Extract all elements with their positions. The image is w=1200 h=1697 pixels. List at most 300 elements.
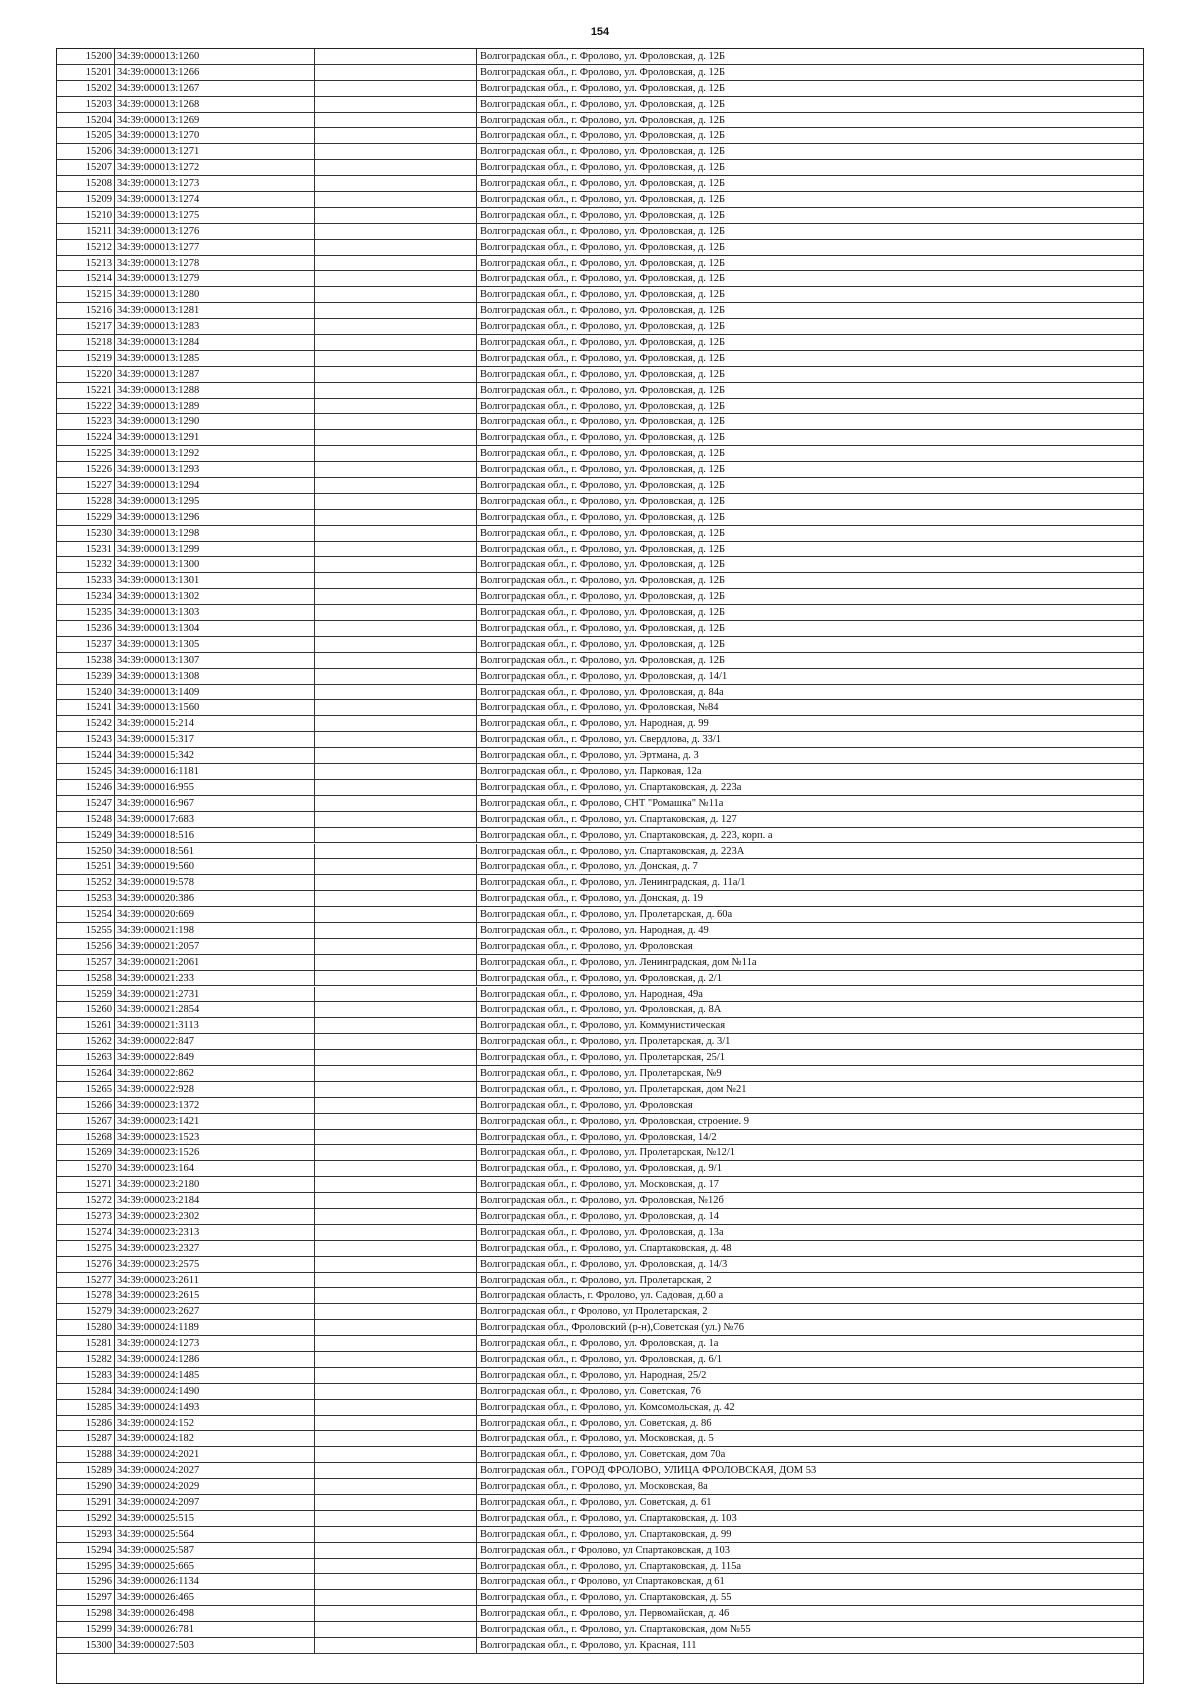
- table-row: [57, 1241, 1143, 1257]
- empty-cell: [315, 605, 477, 620]
- table-row: [57, 49, 1143, 65]
- record-number: 15230: [57, 526, 115, 541]
- address: Волгоградская обл., г. Фролово, ул. Фроловская, д. 12Б: [480, 654, 726, 666]
- address: Волгоградская обл., г. Фролово, ул. Пролетарская, 25/1: [480, 1052, 726, 1064]
- cadastral-number: 34:39:000024:1493: [115, 1400, 315, 1415]
- address: Волгоградская обл., г. Фролово, ул. Фроловская, д. 12Б: [480, 146, 726, 158]
- empty-cell: [315, 1368, 477, 1383]
- cadastral-number: 34:39:000023:164: [115, 1161, 315, 1176]
- cadastral-number: 34:39:000013:1304: [115, 621, 315, 636]
- record-number: 15279: [57, 1304, 115, 1319]
- table-row: [57, 1209, 1143, 1225]
- record-number: 15286: [57, 1416, 115, 1431]
- table-row: [57, 1606, 1143, 1622]
- address: Волгоградская обл., г. Фролово, ул. Фроловская, д. 12Б: [480, 257, 726, 269]
- record-number: 15233: [57, 573, 115, 588]
- address: Волгоградская обл., г. Фролово, ул. Пролетарская, 2: [480, 1274, 712, 1286]
- record-number: 15229: [57, 510, 115, 525]
- address: Волгоградская обл., г. Фролово, ул. Фроловская, д. 6/1: [480, 1353, 722, 1365]
- record-number: 15202: [57, 81, 115, 96]
- table-row: [57, 859, 1143, 875]
- table-row: [57, 987, 1143, 1003]
- table-row: [57, 128, 1143, 144]
- address: Волгоградская обл., г. Фролово, ул. Спартаковская, д. 99: [480, 1528, 732, 1540]
- table-row: [57, 1145, 1143, 1161]
- empty-cell: [315, 97, 477, 112]
- table-row: [57, 192, 1143, 208]
- cadastral-number: 34:39:000021:2061: [115, 955, 315, 970]
- record-number: 15225: [57, 446, 115, 461]
- table-row: [57, 1463, 1143, 1479]
- address: Волгоградская обл., г. Фролово, ул. Фроловская, д. 12Б: [480, 448, 726, 460]
- table-row: [57, 812, 1143, 828]
- empty-cell: [315, 1098, 477, 1113]
- cadastral-number: 34:39:000019:578: [115, 875, 315, 890]
- address: Волгоградская обл., г. Фролово, ул. Фроловская, д. 2/1: [480, 972, 722, 984]
- table-row: [57, 510, 1143, 526]
- cadastral-number: 34:39:000013:1283: [115, 319, 315, 334]
- record-number: 15240: [57, 685, 115, 700]
- table-row: [57, 1479, 1143, 1495]
- empty-cell: [315, 955, 477, 970]
- cadastral-number: 34:39:000013:1289: [115, 399, 315, 414]
- record-number: 15213: [57, 256, 115, 271]
- address: Волгоградская обл., г. Фролово, ул. Фроловская, д. 12Б: [480, 289, 726, 301]
- address: Волгоградская обл., г. Фролово, ул. Фроловская, д. 12Б: [480, 495, 726, 507]
- table-row: [57, 1574, 1143, 1590]
- record-number: 15296: [57, 1574, 115, 1589]
- empty-cell: [315, 414, 477, 429]
- table-row: [57, 1352, 1143, 1368]
- empty-cell: [315, 1145, 477, 1160]
- empty-cell: [315, 1431, 477, 1446]
- cadastral-number: 34:39:000022:849: [115, 1050, 315, 1065]
- table-row: [57, 1018, 1143, 1034]
- empty-cell: [315, 1177, 477, 1192]
- cadastral-number: 34:39:000013:1270: [115, 128, 315, 143]
- cadastral-number: 34:39:000023:2327: [115, 1241, 315, 1256]
- empty-cell: [315, 1082, 477, 1097]
- record-number: 15217: [57, 319, 115, 334]
- table-row: [57, 1130, 1143, 1146]
- empty-cell: [315, 510, 477, 525]
- cadastral-number: 34:39:000021:2731: [115, 987, 315, 1002]
- table-row: [57, 748, 1143, 764]
- address: Волгоградская обл., г. Фролово, ул. Фроловская, д. 12Б: [480, 305, 726, 317]
- address: Волгоградская обл., г. Фролово, ул. Фроловская, д. 12Б: [480, 368, 726, 380]
- table-row: [57, 828, 1143, 844]
- record-number: 15252: [57, 875, 115, 890]
- address: Волгоградская обл., г. Фролово, ул. Народная, 49а: [480, 988, 703, 1000]
- record-number: 15232: [57, 557, 115, 572]
- cadastral-number: 34:39:000016:967: [115, 796, 315, 811]
- record-number: 15221: [57, 383, 115, 398]
- record-number: 15278: [57, 1288, 115, 1303]
- cadastral-number: 34:39:000021:3113: [115, 1018, 315, 1033]
- table-row: [57, 113, 1143, 129]
- empty-cell: [315, 1034, 477, 1049]
- record-number: 15277: [57, 1273, 115, 1288]
- record-number: 15298: [57, 1606, 115, 1621]
- record-number: 15294: [57, 1543, 115, 1558]
- record-number: 15269: [57, 1145, 115, 1160]
- record-number: 15291: [57, 1495, 115, 1510]
- table-row: [57, 1416, 1143, 1432]
- empty-cell: [315, 796, 477, 811]
- record-number: 15226: [57, 462, 115, 477]
- table-row: [57, 1495, 1143, 1511]
- cadastral-number: 34:39:000013:1294: [115, 478, 315, 493]
- address: Волгоградская обл., г. Фролово, ул. Фроловская, д. 12Б: [480, 575, 726, 587]
- cadastral-number: 34:39:000026:781: [115, 1622, 315, 1637]
- empty-cell: [315, 764, 477, 779]
- table-row: [57, 494, 1143, 510]
- address: Волгоградская обл., г. Фролово, СНТ "Ромашка" №11а: [480, 797, 724, 809]
- empty-cell: [315, 812, 477, 827]
- address: Волгоградская обл., г. Фролово, ул. Пролетарская, №12/1: [480, 1147, 736, 1159]
- cadastral-number: 34:39:000013:1268: [115, 97, 315, 112]
- cadastral-number: 34:39:000013:1269: [115, 113, 315, 128]
- address: Волгоградская обл., г. Фролово, ул. Фроловская, д. 12Б: [480, 464, 726, 476]
- table-row: [57, 446, 1143, 462]
- empty-cell: [315, 1209, 477, 1224]
- record-number: 15284: [57, 1384, 115, 1399]
- table-row: [57, 351, 1143, 367]
- address: Волгоградская обл., г. Фролово, ул. Московская, 8а: [480, 1481, 708, 1493]
- address: Волгоградская обл., г. Фролово, ул. Спартаковская, д. 223А: [480, 845, 745, 857]
- empty-cell: [315, 1463, 477, 1478]
- cadastral-number: 34:39:000013:1308: [115, 669, 315, 684]
- table-row: [57, 1336, 1143, 1352]
- record-number: 15259: [57, 987, 115, 1002]
- address: Волгоградская обл., г. Фролово, ул. Коммунистическая: [480, 1020, 726, 1032]
- cadastral-number: 34:39:000013:1300: [115, 557, 315, 572]
- cadastral-number: 34:39:000013:1280: [115, 287, 315, 302]
- address: Волгоградская обл., г. Фролово, ул. Фроловская, д. 12Б: [480, 623, 726, 635]
- empty-cell: [315, 144, 477, 159]
- record-number: 15228: [57, 494, 115, 509]
- cadastral-number: 34:39:000013:1277: [115, 240, 315, 255]
- record-number: 15222: [57, 399, 115, 414]
- cadastral-number: 34:39:000013:1290: [115, 414, 315, 429]
- empty-cell: [315, 1416, 477, 1431]
- cadastral-number: 34:39:000026:465: [115, 1590, 315, 1605]
- record-number: 15216: [57, 303, 115, 318]
- empty-cell: [315, 685, 477, 700]
- record-number: 15212: [57, 240, 115, 255]
- table-row: [57, 1559, 1143, 1575]
- cadastral-number: 34:39:000022:928: [115, 1082, 315, 1097]
- record-number: 15282: [57, 1352, 115, 1367]
- address: Волгоградская обл., г. Фролово, ул. Фроловская, д. 12Б: [480, 51, 726, 62]
- table-row: [57, 462, 1143, 478]
- empty-cell: [315, 128, 477, 143]
- cadastral-number: 34:39:000013:1271: [115, 144, 315, 159]
- address: Волгоградская обл., г. Фролово, ул. Фроловская, д. 12Б: [480, 400, 726, 412]
- record-number: 15247: [57, 796, 115, 811]
- empty-cell: [315, 573, 477, 588]
- cadastral-number: 34:39:000024:1189: [115, 1320, 315, 1335]
- cadastral-number: 34:39:000013:1307: [115, 653, 315, 668]
- cadastral-number: 34:39:000024:152: [115, 1416, 315, 1431]
- record-number: 15288: [57, 1447, 115, 1462]
- empty-cell: [315, 1638, 477, 1653]
- empty-cell: [315, 875, 477, 890]
- address: Волгоградская обл., г. Фролово, ул. Спартаковская, д. 223а: [480, 781, 742, 793]
- table-row: [57, 589, 1143, 605]
- table-row: [57, 542, 1143, 558]
- table-row: [57, 1288, 1143, 1304]
- address: Волгоградская обл., г. Фролово, ул. Фроловская, д. 12Б: [480, 225, 726, 237]
- record-number: 15255: [57, 923, 115, 938]
- table-row: [57, 716, 1143, 732]
- address: Волгоградская обл., г. Фролово, ул. Фроловская, д. 12Б: [480, 607, 726, 619]
- cadastral-number: 34:39:000023:2184: [115, 1193, 315, 1208]
- empty-cell: [315, 1050, 477, 1065]
- empty-cell: [315, 319, 477, 334]
- address: Волгоградская обл., г. Фролово, ул. Народная, д. 99: [480, 718, 709, 730]
- empty-cell: [315, 462, 477, 477]
- table-row: [57, 399, 1143, 415]
- empty-cell: [315, 494, 477, 509]
- empty-cell: [315, 430, 477, 445]
- table-row: [57, 955, 1143, 971]
- empty-cell: [315, 1559, 477, 1574]
- cadastral-number: 34:39:000013:1274: [115, 192, 315, 207]
- cadastral-number: 34:39:000013:1301: [115, 573, 315, 588]
- empty-cell: [315, 1336, 477, 1351]
- address: Волгоградская обл., г. Фролово, ул. Фроловская, д. 12Б: [480, 511, 726, 523]
- table-row: [57, 1225, 1143, 1241]
- address: Волгоградская обл., г. Фролово, ул. Спартаковская, д. 115а: [480, 1560, 741, 1572]
- empty-cell: [315, 81, 477, 96]
- address: Волгоградская обл., г. Фролово, ул. Пролетарская, №9: [480, 1067, 722, 1079]
- cadastral-number: 34:39:000024:1490: [115, 1384, 315, 1399]
- table-row: [57, 844, 1143, 860]
- cadastral-number: 34:39:000023:2313: [115, 1225, 315, 1240]
- table-row: [57, 732, 1143, 748]
- empty-cell: [315, 1018, 477, 1033]
- address: Волгоградская обл., г. Фролово, ул. Фроловская: [480, 1099, 693, 1111]
- table-row: [57, 573, 1143, 589]
- address: Волгоградская обл., г. Фролово, ул. Ленинградская, д. 11а/1: [480, 877, 746, 889]
- record-number: 15205: [57, 128, 115, 143]
- table-row: [57, 1590, 1143, 1606]
- address: Волгоградская обл., г. Фролово, ул. Фроловская, строение. 9: [480, 1115, 750, 1127]
- empty-cell: [315, 669, 477, 684]
- empty-cell: [315, 287, 477, 302]
- cadastral-number: 34:39:000025:515: [115, 1511, 315, 1526]
- empty-cell: [315, 1288, 477, 1303]
- record-number: 15250: [57, 844, 115, 859]
- cadastral-number: 34:39:000017:683: [115, 812, 315, 827]
- record-number: 15300: [57, 1638, 115, 1653]
- record-number: 15276: [57, 1257, 115, 1272]
- record-number: 15274: [57, 1225, 115, 1240]
- empty-cell: [315, 1066, 477, 1081]
- address: Волгоградская обл., г. Фролово, ул. Фроловская, д. 8А: [480, 1004, 722, 1016]
- address: Волгоградская обл., г. Фролово, ул. Фроловская, д. 12Б: [480, 638, 726, 650]
- address: Волгоградская обл., г. Фролово, ул. Фроловская, д. 1а: [480, 1338, 719, 1350]
- table-row: [57, 97, 1143, 113]
- cadastral-number: 34:39:000024:1485: [115, 1368, 315, 1383]
- empty-cell: [315, 589, 477, 604]
- empty-cell: [315, 176, 477, 191]
- record-number: 15261: [57, 1018, 115, 1033]
- table-row: [57, 144, 1143, 160]
- address: Волгоградская обл., г. Фролово, ул. Фроловская, д. 12Б: [480, 194, 726, 205]
- empty-cell: [315, 303, 477, 318]
- cadastral-number: 34:39:000013:1287: [115, 367, 315, 382]
- cadastral-number: 34:39:000023:1526: [115, 1145, 315, 1160]
- empty-cell: [315, 637, 477, 652]
- record-number: 15236: [57, 621, 115, 636]
- empty-cell: [315, 478, 477, 493]
- table-row: [57, 923, 1143, 939]
- table-row: [57, 685, 1143, 701]
- empty-cell: [315, 780, 477, 795]
- address: Волгоградская обл., г. Фролово, ул. Фроловская, д. 12Б: [480, 162, 726, 174]
- empty-cell: [315, 987, 477, 1002]
- address: Волгоградская обл., Фроловский (р-н),Советская (ул.) №76: [480, 1322, 745, 1334]
- address: Волгоградская обл., г. Фролово, ул. Комсомольская, д. 42: [480, 1401, 735, 1413]
- cadastral-number: 34:39:000019:560: [115, 859, 315, 874]
- record-number: 15224: [57, 430, 115, 445]
- cadastral-number: 34:39:000013:1303: [115, 605, 315, 620]
- record-number: 15206: [57, 144, 115, 159]
- cadastral-number: 34:39:000013:1292: [115, 446, 315, 461]
- records-table: [56, 48, 1144, 1684]
- table-row: [57, 1161, 1143, 1177]
- cadastral-number: 34:39:000027:503: [115, 1638, 315, 1653]
- address: Волгоградская обл., г. Фролово, ул. Фроловская, д. 12Б: [480, 352, 726, 364]
- cadastral-number: 34:39:000023:2180: [115, 1177, 315, 1192]
- record-number: 15289: [57, 1463, 115, 1478]
- record-number: 15271: [57, 1177, 115, 1192]
- cadastral-number: 34:39:000024:2029: [115, 1479, 315, 1494]
- table-row: [57, 478, 1143, 494]
- cadastral-number: 34:39:000021:198: [115, 923, 315, 938]
- record-number: 15293: [57, 1527, 115, 1542]
- address: Волгоградская обл., г. Фролово, ул. Спартаковская, д. 55: [480, 1592, 732, 1604]
- address: Волгоградская обл., г. Фролово, ул. Фроловская, д. 12Б: [480, 543, 726, 555]
- address: Волгоградская обл., г. Фролово, ул. Спартаковская, д. 223, корп. а: [480, 829, 773, 841]
- table-row: [57, 621, 1143, 637]
- record-number: 15200: [57, 49, 115, 64]
- address: Волгоградская обл., г. Фролово, ул. Фроловская, д. 12Б: [480, 432, 726, 444]
- empty-cell: [315, 653, 477, 668]
- cadastral-number: 34:39:000013:1295: [115, 494, 315, 509]
- table-row: [57, 256, 1143, 272]
- empty-cell: [315, 192, 477, 207]
- address: Волгоградская обл., г. Фролово, ул. Спартаковская, дом №55: [480, 1624, 751, 1636]
- record-number: 15281: [57, 1336, 115, 1351]
- address: Волгоградская обл., г. Фролово, ул. Первомайская, д. 46: [480, 1608, 730, 1620]
- cadastral-number: 34:39:000013:1302: [115, 589, 315, 604]
- empty-cell: [315, 49, 477, 64]
- record-number: 15220: [57, 367, 115, 382]
- cadastral-number: 34:39:000013:1560: [115, 700, 315, 715]
- record-number: 15257: [57, 955, 115, 970]
- address: Волгоградская обл., г. Фролово, ул. Спартаковская, д. 127: [480, 813, 737, 825]
- empty-cell: [315, 1257, 477, 1272]
- empty-cell: [315, 923, 477, 938]
- record-number: 15209: [57, 192, 115, 207]
- table-row: [57, 224, 1143, 240]
- cadastral-number: 34:39:000013:1299: [115, 542, 315, 557]
- cadastral-number: 34:39:000023:1421: [115, 1114, 315, 1129]
- address: Волгоградская обл., г. Фролово, ул. Ленинградская, дом №11а: [480, 956, 757, 968]
- empty-cell: [315, 700, 477, 715]
- empty-cell: [315, 621, 477, 636]
- table-row: [57, 796, 1143, 812]
- table-row: [57, 939, 1143, 955]
- table-row: [57, 271, 1143, 287]
- record-number: 15283: [57, 1368, 115, 1383]
- empty-cell: [315, 526, 477, 541]
- table-row: [57, 176, 1143, 192]
- table-row: [57, 1320, 1143, 1336]
- cadastral-number: 34:39:000013:1260: [115, 49, 315, 64]
- address: Волгоградская обл., г. Фролово, ул. Фроловская, д. 12Б: [480, 273, 726, 285]
- table-row: [57, 81, 1143, 97]
- record-number: 15267: [57, 1114, 115, 1129]
- address: Волгоградская обл., г. Фролово, ул. Фроловская, д. 12Б: [480, 114, 726, 126]
- cadastral-number: 34:39:000024:1273: [115, 1336, 315, 1351]
- address: Волгоградская обл., г. Фролово, ул. Фроловская, д. 12Б: [480, 384, 726, 396]
- empty-cell: [315, 732, 477, 747]
- cadastral-number: 34:39:000015:317: [115, 732, 315, 747]
- address: Волгоградская обл., г. Фролово, ул. Народная, 25/2: [480, 1369, 707, 1381]
- address: Волгоградская обл., г. Фролово, ул. Фроловская, д. 12Б: [480, 559, 726, 571]
- address: Волгоградская обл., г. Фролово, ул. Фроловская, №84: [480, 702, 719, 714]
- table-row: [57, 891, 1143, 907]
- address: Волгоградская обл., г. Фролово, ул. Фроловская, д. 12Б: [480, 82, 726, 94]
- address: Волгоградская обл., г. Фролово, ул. Пролетарская, д. 3/1: [480, 1036, 731, 1048]
- cadastral-number: 34:39:000013:1296: [115, 510, 315, 525]
- cadastral-number: 34:39:000013:1276: [115, 224, 315, 239]
- address: Волгоградская обл., г. Фролово, ул. Свердлова, д. 33/1: [480, 734, 722, 746]
- table-row: [57, 65, 1143, 81]
- empty-cell: [315, 1622, 477, 1637]
- record-number: 15264: [57, 1066, 115, 1081]
- cadastral-number: 34:39:000015:214: [115, 716, 315, 731]
- empty-cell: [315, 65, 477, 80]
- table-row: [57, 1066, 1143, 1082]
- cadastral-number: 34:39:000024:2027: [115, 1463, 315, 1478]
- table-row: [57, 367, 1143, 383]
- empty-cell: [315, 1574, 477, 1589]
- record-number: 15253: [57, 891, 115, 906]
- empty-cell: [315, 844, 477, 859]
- table-row: [57, 1304, 1143, 1320]
- record-number: 15235: [57, 605, 115, 620]
- empty-cell: [315, 1400, 477, 1415]
- empty-cell: [315, 1352, 477, 1367]
- record-number: 15245: [57, 764, 115, 779]
- record-number: 15204: [57, 113, 115, 128]
- address: Волгоградская обл., г. Фролово, ул. Фроловская, 14/2: [480, 1131, 717, 1143]
- table-row: [57, 526, 1143, 542]
- cadastral-number: 34:39:000018:561: [115, 844, 315, 859]
- cadastral-number: 34:39:000013:1409: [115, 685, 315, 700]
- record-number: 15234: [57, 589, 115, 604]
- table-row: [57, 1002, 1143, 1018]
- empty-cell: [315, 907, 477, 922]
- empty-cell: [315, 271, 477, 286]
- record-number: 15218: [57, 335, 115, 350]
- record-number: 15273: [57, 1209, 115, 1224]
